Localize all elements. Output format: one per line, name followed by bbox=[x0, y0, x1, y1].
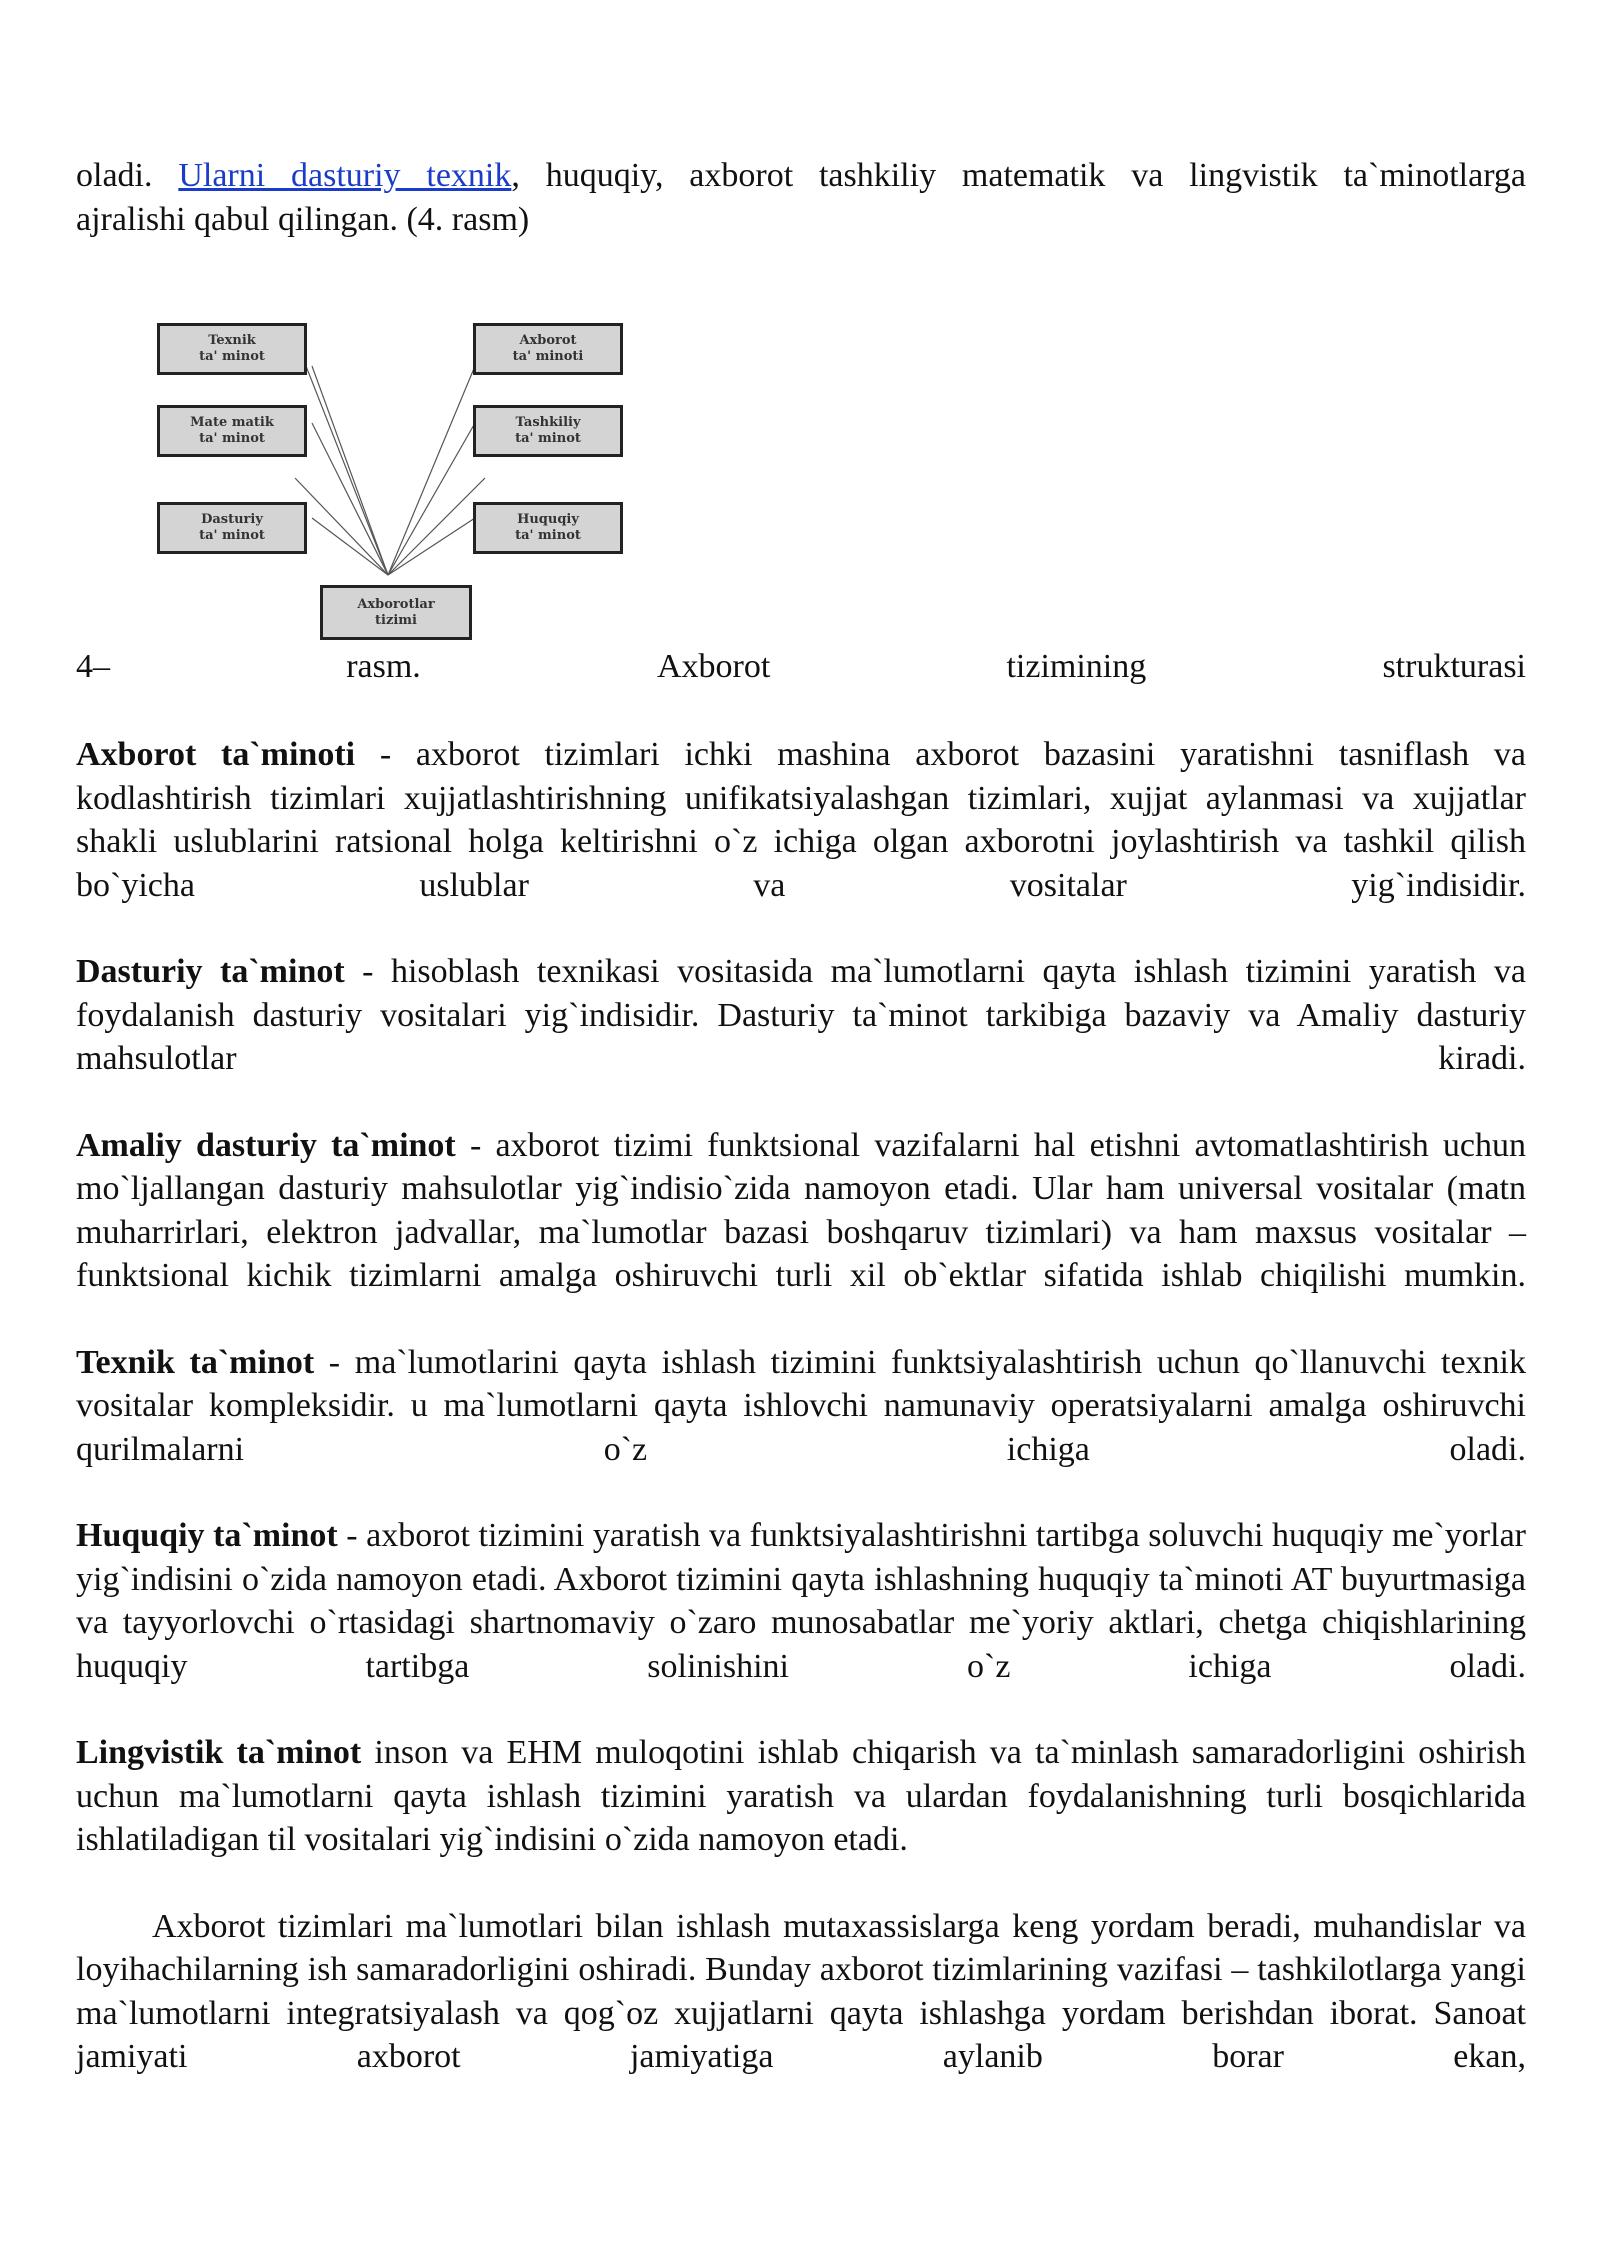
intro-lead: oladi. bbox=[76, 157, 179, 194]
section-lingvistik-taminot bbox=[76, 1731, 1526, 1862]
axborot-taminoti-box: Axborot ta' minoti bbox=[473, 323, 623, 375]
section-text: - hisoblash texnikasi vositasida ma`lumotlarni qayta ishlash tizimini yaratish va foydalanish dasturiy vositalari yig`indisidir. Dasturiy ta`minot tarkibiga bazaviy va Amaliy dasturiy mahsulotlar kiradi. bbox=[76, 953, 1527, 1077]
ularni-dasturiy-texnik-link[interactable]: Ularni dasturiy texnik bbox=[178, 157, 512, 194]
section-huquqiy-taminot bbox=[76, 1514, 1526, 1688]
section-term: Texnik ta`minot bbox=[76, 1343, 315, 1381]
texnik-taminot-box: Texnik ta' minot bbox=[157, 323, 307, 375]
huquqiy-taminot-box: Huquqiy ta' minot bbox=[473, 502, 623, 554]
section-term: Lingvistik ta`minot bbox=[76, 1734, 362, 1771]
body-sections bbox=[76, 733, 1526, 2079]
section-text: inson va EHM muloqotini ishlab chiqarish va ta`minlash samaradorligini oshirish uchun ma`lumotlarni qayta ishlash tizimini yaratish va ulardan foydalanishning turli bosqichlarida ishlatiladigan til vositalari yig`indisini o`zida namoyon etadi. bbox=[76, 1734, 1526, 1858]
dasturiy-taminot-box: Dasturiy ta' minot bbox=[157, 502, 307, 554]
caption-word-axborot: Axborot bbox=[656, 648, 771, 685]
figure-caption bbox=[76, 645, 1526, 688]
information-system-structure-diagram bbox=[155, 318, 635, 643]
section-term: Dasturiy ta`minot bbox=[76, 953, 345, 990]
section-term: Axborot ta`minoti bbox=[76, 736, 356, 773]
section-text: - axborot tizimi funktsional vazifalarni hal etishni avtomatlashtirish uchun mo`ljallangan dasturiy mahsulotlar yig`indisio`zida namoyon etadi. Ular ham universal vositalar (matn muharrirlari, elektron jadvallar, ma`lumotlar bazasi boshqaruv tizimlari) va ham maxsus vositalar – funktsional kichik tizimlarni amalga oshiruvchi turli xil ob`ektlar sifatida ishlab chiqilishi mumkin. bbox=[76, 1126, 1527, 1294]
intro-paragraph-line2 bbox=[76, 198, 1526, 242]
section-text: - axborot tizimlari ichki mashina axborot bazasini yaratishni tasniflash va kodlashtirish tizimlari xujjatlashtirishning unifikatsiyalashgan tizimlari, xujjat aylanmasi va xujjatlar shakli uslublarini ratsional holga keltirishni o`z ichiga olgan axborotni joylashtirish va tashkil qilish bo`yicha uslublar va vositalar yig`indisidir. bbox=[76, 736, 1526, 904]
tashkiliy-taminot-box: Tashkiliy ta' minot bbox=[473, 405, 623, 457]
intro-rest: , huquqiy, axborot tashkiliy matematik va lingvistik ta`minotlarga bbox=[511, 157, 1527, 194]
closing-paragraph: Axborot tizimlari ma`lumotlari bilan ishlash mutaxassislarga keng yordam beradi, muhandislar va loyihachilarning ish samaradorligini oshiradi. Bunday axborot tizimlarining vazifasi – tashkilotlarga yangi ma`lumotlarni integratsiyalash va qog`oz xujjatlarni qayta ishlashga yordam berishdan iborat. Sanoat jamiyati axborot jamiyatiga aylanib borar ekan, bbox=[76, 1907, 1526, 2075]
section-dasturiy-taminot bbox=[76, 950, 1526, 1081]
intro-rest-line2: ajralishi qabul qilingan. (4. rasm) bbox=[76, 201, 530, 238]
axborotlar-tizimi-box: Axborotlar tizimi bbox=[320, 585, 472, 640]
section-text: - axborot tizimini yaratish va funktsiyalashtirishni tartibga soluvchi huquqiy me`yorlar yig`indisini o`zida namoyon etadi. Axborot tizimini qayta ishlashning huquqiy ta`minoti AT buyurtmasiga va tayyorlovchi o`rtasidagi shartnomaviy o`zaro munosabatlar me`yoriy aktlari, chetga chiqishlarining huquqiy tartibga solinishini o`z ichiga oladi. bbox=[76, 1517, 1526, 1685]
caption-word-strukturasi: strukturasi bbox=[1382, 648, 1526, 685]
caption-number: 4– bbox=[76, 648, 110, 685]
intro-paragraph bbox=[76, 154, 1526, 198]
matematik-taminot-box: Mate matik ta' minot bbox=[157, 405, 307, 457]
section-amaliy-dasturiy-taminot bbox=[76, 1124, 1526, 1298]
section-texnik-taminot bbox=[76, 1341, 1526, 1472]
section-axborot-taminoti bbox=[76, 733, 1526, 907]
section-text: - ma`lumotlarini qayta ishlash tizimini funktsiyalashtirish uchun qo`llanuvchi texnik vositalar kompleksidir. u ma`lumotlarni qayta ishlovchi namunaviy operatsiyalarni amalga oshiruvchi qurilmalarni o`z ichiga oladi. bbox=[76, 1343, 1527, 1468]
caption-word-rasm: rasm. bbox=[346, 648, 421, 685]
caption-word-tizimining: tizimining bbox=[1006, 648, 1147, 685]
section-term: Huquqiy ta`minot bbox=[76, 1517, 338, 1554]
section-term: Amaliy dasturiy ta`minot bbox=[76, 1126, 456, 1164]
